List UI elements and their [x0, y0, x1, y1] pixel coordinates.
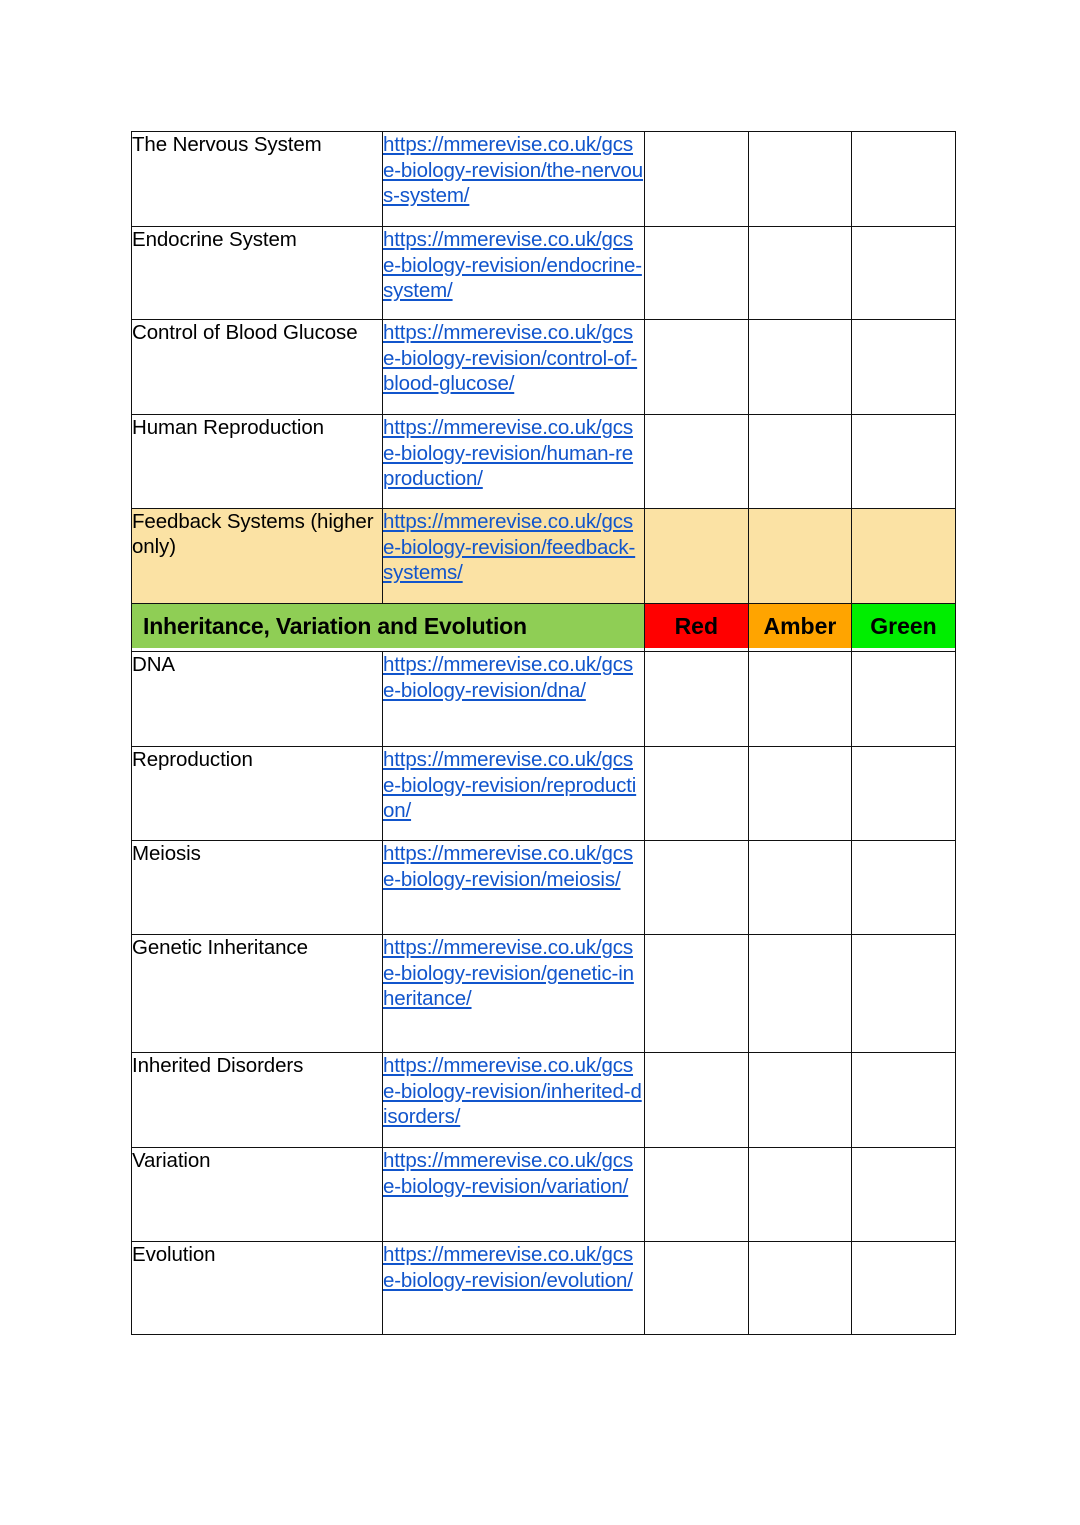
topic-label: Variation — [132, 1148, 383, 1242]
topic-url[interactable]: https://mmerevise.co.uk/gcse-biology-revision/feedback-systems/ — [383, 510, 636, 584]
topic-label: Inherited Disorders — [132, 1053, 383, 1148]
rag-green-checkbox[interactable] — [852, 509, 956, 604]
rag-green-label: Green — [852, 604, 955, 648]
table-row — [132, 652, 956, 747]
rag-amber-label: Amber — [749, 604, 852, 648]
rag-green-checkbox[interactable] — [852, 132, 956, 227]
topic-label: Evolution — [132, 1242, 383, 1335]
rag-amber-checkbox[interactable] — [748, 652, 852, 747]
topic-url[interactable]: https://mmerevise.co.uk/gcse-biology-revision/inherited-disorders/ — [383, 1054, 642, 1128]
rag-amber-checkbox[interactable] — [748, 747, 852, 841]
rag-amber-checkbox[interactable] — [748, 132, 852, 227]
rag-red-header-cell — [645, 604, 749, 652]
topic-url[interactable]: https://mmerevise.co.uk/gcse-biology-revision/dna/ — [383, 653, 634, 702]
rag-red-checkbox[interactable] — [645, 1053, 749, 1148]
rag-green-header-cell — [852, 604, 956, 652]
rag-red-checkbox[interactable] — [645, 1148, 749, 1242]
topic-link-cell[interactable] — [383, 1148, 645, 1242]
topic-link-cell[interactable] — [383, 747, 645, 841]
rag-amber-checkbox[interactable] — [748, 415, 852, 509]
rag-red-checkbox[interactable] — [645, 509, 749, 604]
rag-red-checkbox[interactable] — [645, 132, 749, 227]
table-row — [132, 227, 956, 320]
section-header-row — [132, 604, 956, 652]
rag-amber-checkbox[interactable] — [748, 1242, 852, 1335]
rag-amber-checkbox[interactable] — [748, 1053, 852, 1148]
table-row — [132, 132, 956, 227]
topic-url[interactable]: https://mmerevise.co.uk/gcse-biology-revision/control-of-blood-glucose/ — [383, 321, 638, 395]
topic-link-cell[interactable] — [383, 652, 645, 747]
topic-url[interactable]: https://mmerevise.co.uk/gcse-biology-revision/human-reproduction/ — [383, 416, 634, 490]
section-title-cell — [132, 604, 645, 652]
topic-link-cell[interactable] — [383, 1053, 645, 1148]
rag-green-checkbox[interactable] — [852, 1053, 956, 1148]
topic-label: Human Reproduction — [132, 415, 383, 509]
rag-red-checkbox[interactable] — [645, 935, 749, 1053]
rag-green-checkbox[interactable] — [852, 1242, 956, 1335]
rag-amber-checkbox[interactable] — [748, 935, 852, 1053]
topic-label: DNA — [132, 652, 383, 747]
table-row — [132, 415, 956, 509]
topic-label: Genetic Inheritance — [132, 935, 383, 1053]
rag-amber-checkbox[interactable] — [748, 1148, 852, 1242]
rag-green-checkbox[interactable] — [852, 415, 956, 509]
table-row — [132, 320, 956, 415]
topic-link-cell[interactable] — [383, 320, 645, 415]
topic-link-cell[interactable] — [383, 509, 645, 604]
rag-amber-checkbox[interactable] — [748, 227, 852, 320]
table-row — [132, 841, 956, 935]
rag-green-checkbox[interactable] — [852, 935, 956, 1053]
topic-label: Control of Blood Glucose — [132, 320, 383, 415]
rag-amber-header-cell — [748, 604, 852, 652]
rag-green-checkbox[interactable] — [852, 320, 956, 415]
revision-checklist-table — [131, 131, 956, 1335]
rag-amber-checkbox[interactable] — [748, 841, 852, 935]
rag-amber-checkbox[interactable] — [748, 509, 852, 604]
rag-red-label: Red — [645, 604, 748, 648]
rag-red-checkbox[interactable] — [645, 747, 749, 841]
table-row — [132, 935, 956, 1053]
rag-red-checkbox[interactable] — [645, 1242, 749, 1335]
topic-url[interactable]: https://mmerevise.co.uk/gcse-biology-revision/endocrine-system/ — [383, 228, 642, 302]
topic-link-cell[interactable] — [383, 132, 645, 227]
topic-label: Endocrine System — [132, 227, 383, 320]
rag-red-checkbox[interactable] — [645, 652, 749, 747]
topic-label: Feedback Systems (higher only) — [132, 509, 383, 604]
topic-link-cell[interactable] — [383, 227, 645, 320]
rag-red-checkbox[interactable] — [645, 415, 749, 509]
topic-label: The Nervous System — [132, 132, 383, 227]
topic-url[interactable]: https://mmerevise.co.uk/gcse-biology-revision/genetic-inheritance/ — [383, 936, 634, 1010]
rag-green-checkbox[interactable] — [852, 1148, 956, 1242]
table-row — [132, 747, 956, 841]
rag-green-checkbox[interactable] — [852, 652, 956, 747]
topic-url[interactable]: https://mmerevise.co.uk/gcse-biology-revision/reproduction/ — [383, 748, 637, 822]
rag-green-checkbox[interactable] — [852, 227, 956, 320]
topic-url[interactable]: https://mmerevise.co.uk/gcse-biology-revision/variation/ — [383, 1149, 634, 1198]
topic-url[interactable]: https://mmerevise.co.uk/gcse-biology-revision/the-nervous-system/ — [383, 133, 644, 207]
rag-amber-checkbox[interactable] — [748, 320, 852, 415]
topic-label: Reproduction — [132, 747, 383, 841]
rag-red-checkbox[interactable] — [645, 841, 749, 935]
rag-green-checkbox[interactable] — [852, 747, 956, 841]
table-row — [132, 1053, 956, 1148]
section-title: Inheritance, Variation and Evolution — [132, 604, 644, 648]
topic-link-cell[interactable] — [383, 415, 645, 509]
topic-link-cell[interactable] — [383, 841, 645, 935]
topic-link-cell[interactable] — [383, 1242, 645, 1335]
topic-label: Meiosis — [132, 841, 383, 935]
topic-link-cell[interactable] — [383, 935, 645, 1053]
topic-url[interactable]: https://mmerevise.co.uk/gcse-biology-revision/meiosis/ — [383, 842, 634, 891]
table-row-highlighted — [132, 509, 956, 604]
table-row — [132, 1242, 956, 1335]
rag-red-checkbox[interactable] — [645, 320, 749, 415]
rag-green-checkbox[interactable] — [852, 841, 956, 935]
rag-red-checkbox[interactable] — [645, 227, 749, 320]
table-row — [132, 1148, 956, 1242]
topic-url[interactable]: https://mmerevise.co.uk/gcse-biology-revision/evolution/ — [383, 1243, 634, 1292]
